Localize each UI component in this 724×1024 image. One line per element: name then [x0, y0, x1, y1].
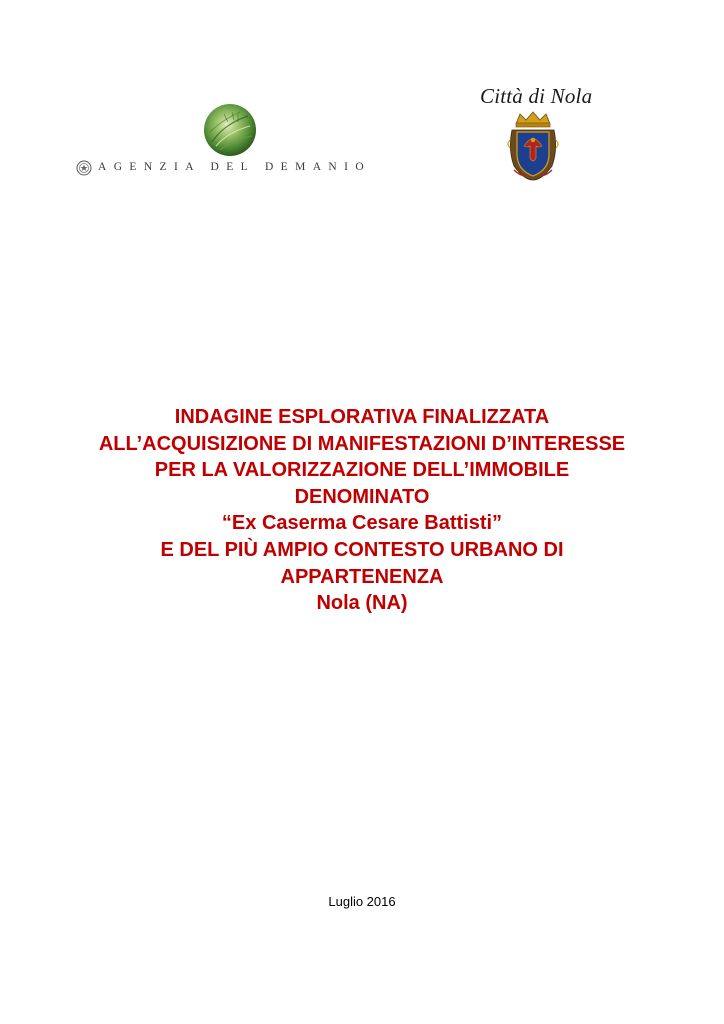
republic-seal-icon	[76, 160, 92, 176]
document-title	[0, 404, 724, 617]
agenzia-del-demanio-logo	[76, 100, 376, 180]
title-line: PER LA VALORIZZAZIONE DELL’IMMOBILE	[154, 459, 570, 482]
city-name-text: Città di Nola	[480, 84, 593, 108]
coat-of-arms-icon	[506, 110, 560, 182]
title-line: E DEL PIÙ AMPIO CONTESTO URBANO DI	[160, 538, 564, 561]
agency-name-text: AGENZIA DEL DEMANIO	[98, 161, 372, 173]
title-line-location: Nola (NA)	[316, 592, 408, 615]
title-line: ALL’ACQUISIZIONE DI MANIFESTAZIONI D’INTERESSE	[98, 432, 626, 455]
title-line-property-name: “Ex Caserma Cesare Battisti”	[221, 512, 503, 535]
citta-di-nola-logo	[476, 82, 593, 187]
leaf-emblem-icon	[202, 102, 258, 158]
title-line: APPARTENENZA	[280, 565, 444, 588]
title-line: DENOMINATO	[294, 485, 430, 508]
title-line: INDAGINE ESPLORATIVA FINALIZZATA	[174, 406, 550, 428]
document-date: Luglio 2016	[328, 894, 396, 909]
